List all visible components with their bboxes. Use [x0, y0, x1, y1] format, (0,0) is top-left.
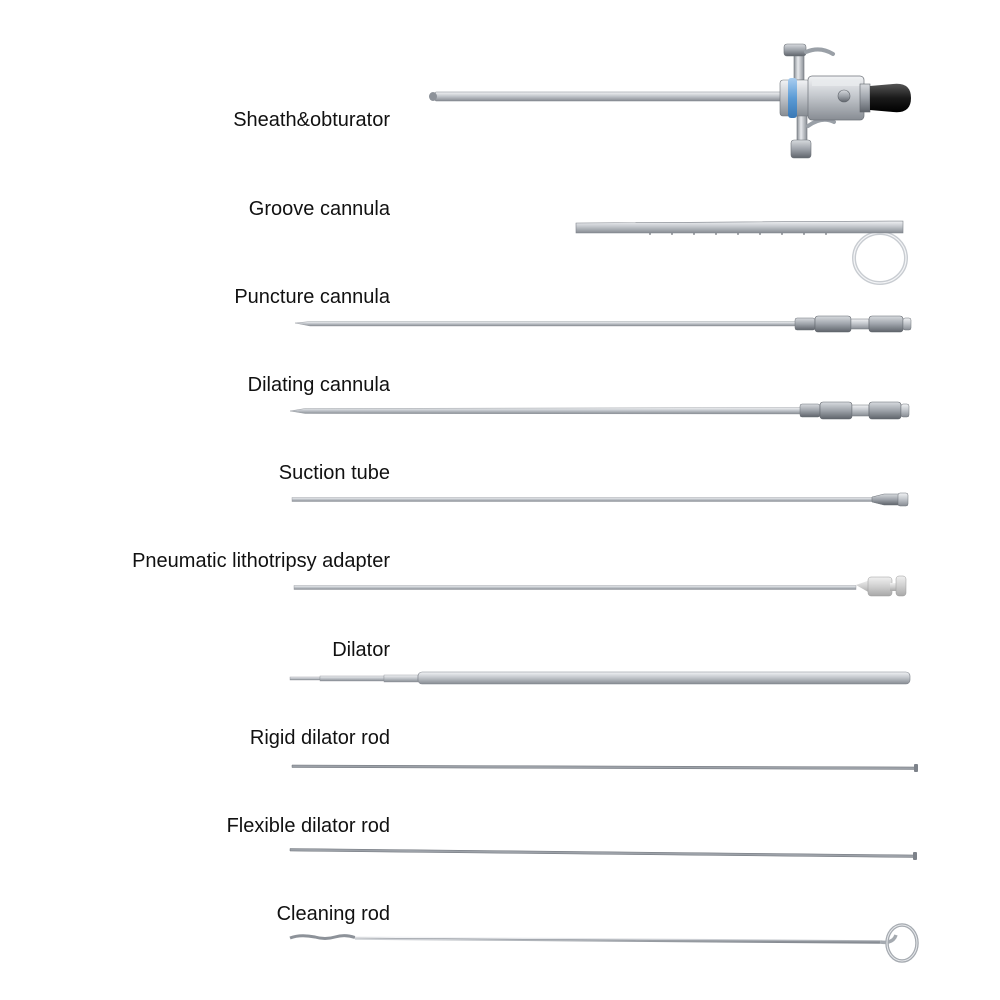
rigid-dilator-rod-instrument	[292, 764, 918, 772]
cleaning-rod-instrument	[290, 925, 917, 961]
dilator-instrument	[290, 672, 910, 684]
label-dilating-cannula: Dilating cannula	[247, 374, 390, 396]
label-rigid-dilator-rod: Rigid dilator rod	[249, 727, 390, 749]
label-cleaning-rod: Cleaning rod	[276, 903, 390, 925]
groove-cannula-instrument	[576, 221, 906, 283]
flexible-dilator-rod-instrument	[290, 849, 917, 861]
sheath-obturator-instrument	[429, 44, 911, 158]
label-puncture-cannula: Puncture cannula	[234, 286, 390, 308]
label-sheath-obturator: Sheath&obturator	[233, 109, 390, 131]
pneumatic-lithotripsy-adapter-instrument	[294, 576, 906, 596]
label-flexible-dilator-rod: Flexible dilator rod	[226, 815, 390, 837]
label-dilator: Dilator	[332, 639, 390, 661]
dilating-cannula-instrument	[290, 402, 909, 419]
puncture-cannula-instrument	[295, 316, 911, 332]
label-suction-tube: Suction tube	[278, 462, 390, 484]
label-groove-cannula: Groove cannula	[248, 198, 390, 220]
label-pneumatic-lithotripsy-adapter: Pneumatic lithotripsy adapter	[132, 550, 390, 572]
suction-tube-instrument	[292, 493, 908, 506]
